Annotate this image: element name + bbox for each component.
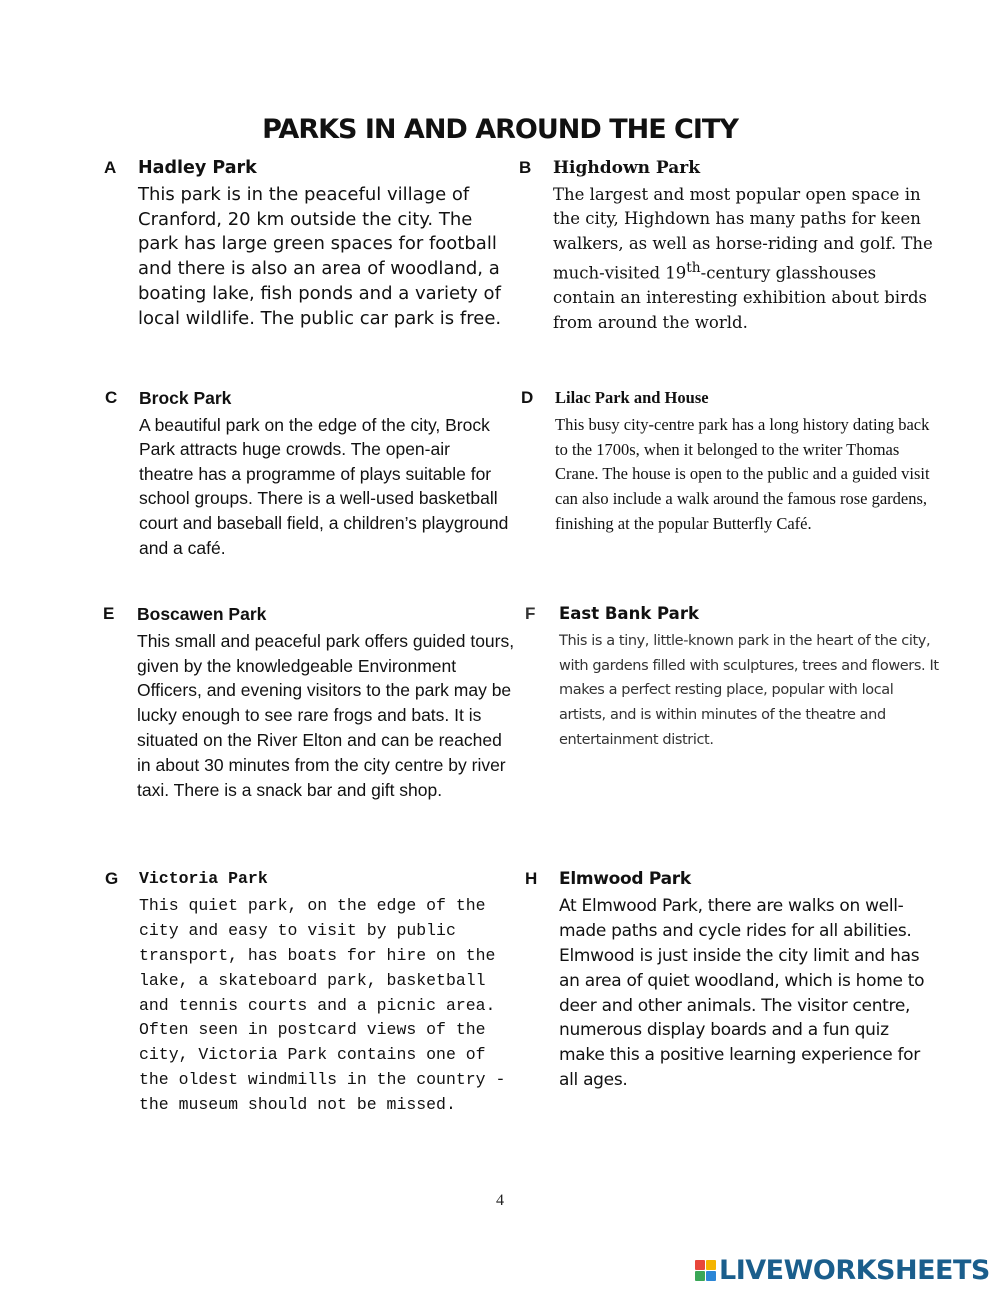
- watermark-text: LIVEWORKSHEETS: [719, 1254, 990, 1286]
- park-letter: C: [105, 388, 118, 407]
- liveworksheets-watermark: [695, 1254, 990, 1286]
- park-c-entry: [105, 386, 509, 560]
- park-name: Highdown Park: [553, 158, 700, 178]
- park-description: This is a tiny, little-known park in the heart of the city, with gardens filled with sculptures, trees and flowers. It makes a perfect resting place, popular with local artists, and is within minutes of the theatre and entertainment district.: [559, 632, 939, 748]
- liveworksheets-logo-icon: [695, 1260, 716, 1281]
- logo-square: [695, 1271, 705, 1281]
- park-name: Lilac Park and House: [555, 388, 709, 407]
- park-letter: H: [525, 869, 537, 888]
- park-name: Hadley Park: [138, 158, 257, 178]
- park-h-entry: [525, 867, 939, 1093]
- park-d-entry: [521, 386, 935, 537]
- logo-square: [706, 1260, 716, 1270]
- park-name: East Bank Park: [559, 604, 699, 623]
- page-number: 4: [496, 1192, 504, 1209]
- park-letter: G: [105, 869, 119, 888]
- park-a-entry: [104, 156, 508, 332]
- park-description: This quiet park, on the edge of the city and easy to visit by public transport, has boats for hire on the lake, a skateboard park, basketball and tennis courts and a picnic area. Often seen in postcard views of the city, Victoria Park contains one of the oldest windmills in the country - the museum should not be missed.: [139, 895, 506, 1115]
- park-description: This park is in the peaceful village of Cranford, 20 km outside the city. The park has large green spaces for football and there is also an area of woodland, a boating lake, fish ponds and a variety of local wildlife. The public car park is free.: [138, 183, 502, 329]
- park-description: This small and peaceful park offers guided tours, given by the knowledgeable Environment Officers, and evening visitors to the park may be lucky enough to see rare frogs and bats. It is situated on the River Elton and can be reached in about 30 minutes from the city centre by river taxi. There is a snack bar and gift shop.: [137, 630, 515, 800]
- description-part: -century glasshouses contain an interesting exhibition about birds from around the world.: [553, 263, 928, 333]
- superscript: th: [686, 260, 701, 277]
- park-description: A beautiful park on the edge of the city, Brock Park attracts huge crowds. The open-air theatre has a programme of plays suitable for school groups. There is a well-used basketball court and baseball field, a children’s playground and a café.: [139, 414, 509, 558]
- park-name: Victoria Park: [139, 869, 268, 888]
- park-description: At Elmwood Park, there are walks on well-made paths and cycle rides for all abilities. Elmwood is just inside the city limit and has an area of quiet woodland, which is home to deer and other animals. The visitor centre, numerous display boards and a fun quiz make this a positive learning experience for all ages.: [559, 895, 925, 1091]
- logo-square: [695, 1260, 705, 1270]
- page-title: PARKS IN AND AROUND THE CITY: [262, 114, 738, 146]
- park-b-entry: [519, 156, 933, 336]
- park-letter: F: [525, 604, 536, 623]
- park-name: Boscawen Park: [137, 604, 267, 624]
- park-letter: B: [519, 158, 532, 177]
- park-name: Elmwood Park: [559, 869, 691, 889]
- park-f-entry: [525, 602, 939, 753]
- logo-square: [706, 1271, 716, 1281]
- park-g-entry: [105, 867, 519, 1118]
- park-e-entry: [103, 602, 517, 802]
- park-letter: E: [103, 604, 115, 623]
- park-letter: D: [521, 388, 534, 407]
- park-name: Brock Park: [139, 388, 232, 408]
- park-description: [553, 183, 933, 336]
- park-description: This busy city-centre park has a long history dating back to the 1700s, when it belonged to the writer Thomas Crane. The house is open to the public and a guided visit can also include a walk around the famous rose gardens, finishing at the popular Butterfly Café.: [555, 414, 930, 533]
- park-letter: A: [104, 158, 117, 177]
- description-part: The largest and most popular open space in the city, Highdown has many paths for keen walkers, as well as horse-riding and golf. The much-visited 19: [553, 184, 933, 283]
